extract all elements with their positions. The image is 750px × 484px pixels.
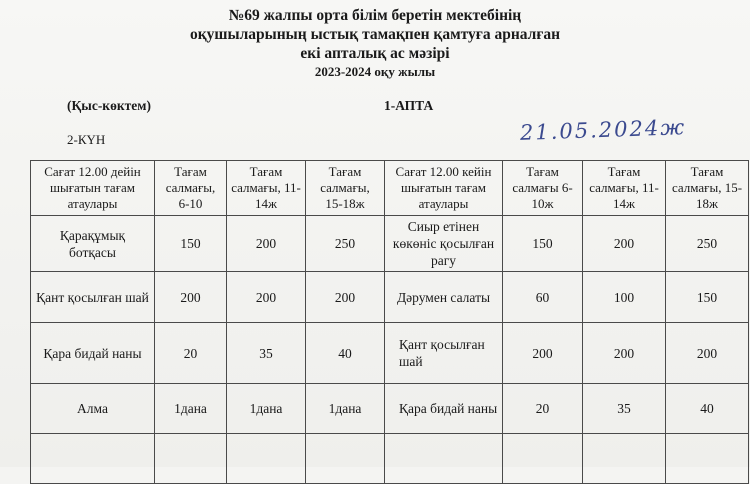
table-cell: 20 bbox=[155, 323, 227, 384]
table-cell: Алма bbox=[31, 384, 155, 434]
table-cell: 60 bbox=[503, 272, 583, 323]
menu-table bbox=[30, 160, 749, 484]
handwritten-date: 21.05.2024ж bbox=[519, 115, 687, 145]
header-cell-before-noon: Сағат 12.00 дейін шығатын тағам атаулары bbox=[31, 161, 155, 216]
header-cell-weight-11-14-pm: Тағам салмағы, 11-14ж bbox=[583, 161, 666, 216]
header-cell-weight-15-18: Тағам салмағы, 15-18ж bbox=[306, 161, 385, 216]
header-cell-weight-11-14: Тағам салмағы, 11-14ж bbox=[227, 161, 306, 216]
table-header-row bbox=[31, 161, 749, 216]
header-cell-weight-6-10: Тағам салмағы, 6-10 bbox=[155, 161, 227, 216]
table-cell-empty bbox=[155, 434, 227, 484]
table-cell-empty bbox=[583, 434, 666, 484]
table-cell: 200 bbox=[503, 323, 583, 384]
table-cell: 100 bbox=[583, 272, 666, 323]
table-cell: 20 bbox=[503, 384, 583, 434]
table-cell: 200 bbox=[227, 272, 306, 323]
header-cell-weight-6-10-pm: Тағам салмағы 6-10ж bbox=[503, 161, 583, 216]
table-cell: 150 bbox=[666, 272, 749, 323]
table-cell: 200 bbox=[666, 323, 749, 384]
table-cell-empty bbox=[503, 434, 583, 484]
table-cell: 1дана bbox=[227, 384, 306, 434]
table-row bbox=[31, 216, 749, 272]
table-cell-empty bbox=[385, 434, 503, 484]
table-cell: 250 bbox=[306, 216, 385, 272]
table-cell-empty bbox=[31, 434, 155, 484]
table-cell: 150 bbox=[503, 216, 583, 272]
table-cell: 1дана bbox=[155, 384, 227, 434]
table-row bbox=[31, 384, 749, 434]
table-cell: 200 bbox=[155, 272, 227, 323]
table-cell-empty bbox=[666, 434, 749, 484]
table-cell: Сиыр етінен көкөніс қосылған рагу bbox=[385, 216, 503, 272]
title-line-1: №69 жалпы орта білім беретін мектебінің bbox=[228, 7, 522, 24]
header-cell-weight-15-18-pm: Тағам салмағы, 15-18ж bbox=[666, 161, 749, 216]
table-cell: 150 bbox=[155, 216, 227, 272]
table-cell: 40 bbox=[306, 323, 385, 384]
table-cell: Дәрумен салаты bbox=[385, 272, 503, 323]
table-cell: 200 bbox=[583, 216, 666, 272]
table-cell: Қант қосылған шай bbox=[385, 323, 503, 384]
table-cell: Қара бидай наны bbox=[385, 384, 503, 434]
table-cell-empty bbox=[227, 434, 306, 484]
season-label: (Қыс-көктем) bbox=[67, 98, 151, 113]
week-label: 1-АПТА bbox=[384, 98, 434, 113]
day-label: 2-КҮН bbox=[67, 132, 106, 147]
table-cell: 1дана bbox=[306, 384, 385, 434]
table-cell: Қант қосылған шай bbox=[31, 272, 155, 323]
table-cell: Қара бидай наны bbox=[31, 323, 155, 384]
table-row bbox=[31, 323, 749, 384]
table-cell: 35 bbox=[583, 384, 666, 434]
header-cell-after-noon: Сағат 12.00 кейін шығатын тағам атаулары bbox=[385, 161, 503, 216]
table-row bbox=[31, 434, 749, 484]
title-line-2: оқушыларының ыстық тамақпен қамтуға арналған bbox=[189, 26, 561, 43]
table-cell: 200 bbox=[306, 272, 385, 323]
table-row bbox=[31, 272, 749, 323]
table-cell: 250 bbox=[666, 216, 749, 272]
table-cell: 40 bbox=[666, 384, 749, 434]
table-cell: 200 bbox=[227, 216, 306, 272]
academic-year: 2023-2024 оқу жылы bbox=[314, 64, 436, 79]
table-cell: 35 bbox=[227, 323, 306, 384]
title-line-3: екі апталық ас мәзірі bbox=[300, 45, 450, 62]
table-cell: Қарақұмық ботқасы bbox=[31, 216, 155, 272]
table-cell: 200 bbox=[583, 323, 666, 384]
document-title bbox=[0, 6, 750, 81]
table-cell-empty bbox=[306, 434, 385, 484]
